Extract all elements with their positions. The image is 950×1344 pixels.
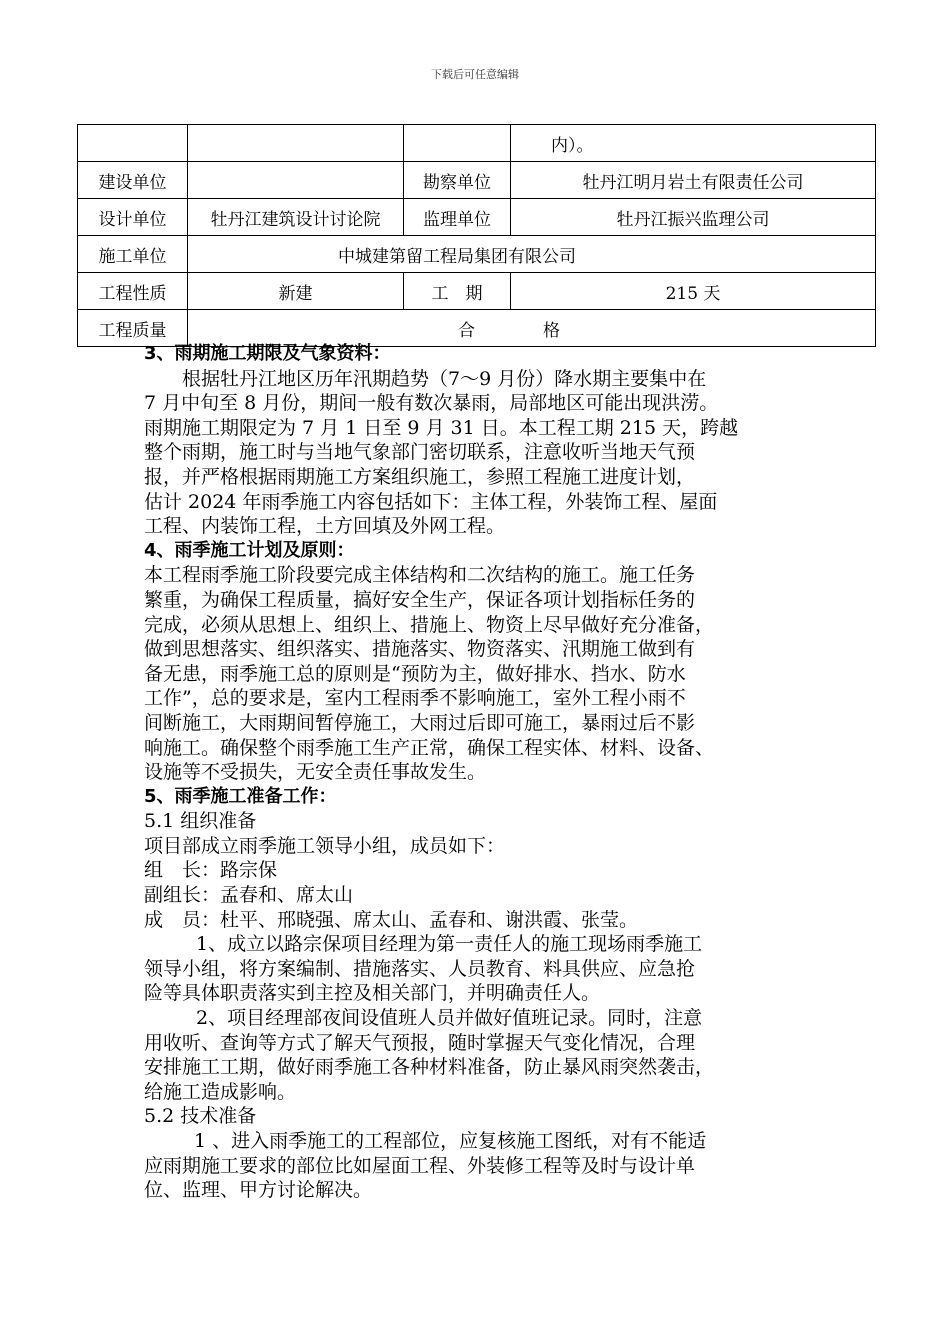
text-line: 完成，必须从思想上、组织上、措施上、物资上尽早做好充分准备， bbox=[144, 613, 715, 636]
document-body bbox=[144, 342, 824, 1203]
table-label: 建设单位 bbox=[78, 162, 188, 199]
table-cell bbox=[188, 125, 404, 162]
text-line: 项目部成立雨季施工领导小组，成员如下： bbox=[144, 834, 506, 857]
table-cell bbox=[188, 162, 404, 199]
text-line: 2、项目经理部夜间设值班人员并做好值班记录。同时，注意 bbox=[196, 1007, 703, 1030]
table-label: 施工单位 bbox=[78, 236, 188, 273]
subsection-5-2-heading: 5.2 技术准备 bbox=[144, 1105, 257, 1128]
text-line: 安排施工工期，做好雨季施工各种材料准备，防止暴风雨突然袭击， bbox=[144, 1056, 715, 1079]
page-header-note: 下载后可任意编辑 bbox=[431, 68, 519, 81]
text-line: 响施工。确保整个雨季施工生产正常，确保工程实体、材料、设备、 bbox=[144, 736, 715, 759]
text-line: 估计 2024 年雨季施工内容包括如下：主体工程，外装饰工程、屋面 bbox=[144, 490, 718, 513]
table-row bbox=[78, 162, 876, 199]
table-row bbox=[78, 199, 876, 236]
text-line: 1、成立以路宗保项目经理为第一责任人的施工现场雨季施工 bbox=[196, 933, 703, 956]
table-label: 勘察单位 bbox=[404, 162, 511, 199]
table-cell: 牡丹江振兴监理公司 bbox=[511, 199, 876, 236]
section-4-heading: 4、雨季施工计划及原则： bbox=[144, 539, 355, 561]
table-row bbox=[78, 236, 876, 273]
table-cell bbox=[78, 125, 188, 162]
table-cell: 中城建第留工程局集团有限公司 bbox=[188, 236, 876, 273]
members-line: 成 员：杜平、邢晓强、席太山、孟春和、谢洪霞、张莹。 bbox=[144, 908, 639, 931]
table-cell: 牡丹江建筑设计讨论院 bbox=[188, 199, 404, 236]
text-line: 工作”，总的要求是，室内工程雨季不影响施工，室外工程小雨不 bbox=[144, 687, 686, 710]
text-line: 繁重，为确保工程质量，搞好安全生产，保证各项计划指标任务的 bbox=[144, 588, 696, 611]
table-label: 工程质量 bbox=[78, 310, 188, 347]
text-line: 设施等不受损失，无安全责任事故发生。 bbox=[144, 761, 487, 784]
table-cell bbox=[404, 125, 511, 162]
table-row bbox=[78, 273, 876, 310]
section-3-heading: 3、雨期施工期限及气象资料： bbox=[144, 343, 391, 364]
text-line: 雨期施工期限定为 7 月 1 日至 9 月 31 日。本工程工期 215 天，跨越 bbox=[144, 416, 739, 439]
leader-line: 组 长：路宗保 bbox=[144, 859, 278, 882]
text-line: 整个雨期，施工时与当地气象部门密切联系，注意收听当地天气预 bbox=[144, 441, 696, 464]
text-line: 1 、进入雨季施工的工程部位，应复核施工图纸，对有不能适 bbox=[194, 1130, 707, 1152]
table-row bbox=[78, 310, 876, 347]
text-line: 领导小组，将方案编制、措施落实、人员教育、料具供应、应急抢 bbox=[144, 957, 696, 980]
text-line: 应雨期施工要求的部位比如屋面工程、外装修工程等及时与设计单 bbox=[144, 1154, 696, 1177]
table-cell: 新建 bbox=[188, 273, 404, 310]
text-line: 报，并严格根据雨期施工方案组织施工，参照工程施工进度计划， bbox=[144, 465, 696, 488]
table-row bbox=[78, 125, 876, 162]
text-line: 用收听、查询等方式了解天气预报，随时掌握天气变化情况，合理 bbox=[144, 1031, 696, 1054]
table-label: 监理单位 bbox=[404, 199, 511, 236]
text-line: 位、监理、甲方讨论解决。 bbox=[144, 1179, 373, 1202]
table-cell: 牡丹江明月岩土有限责任公司 bbox=[511, 162, 876, 199]
text-line: 工程、内装饰工程，土方回填及外网工程。 bbox=[144, 515, 506, 538]
table-cell: 215 天 bbox=[511, 273, 876, 310]
table-label: 工 期 bbox=[404, 273, 511, 310]
section-5-heading: 5、雨季施工准备工作： bbox=[144, 785, 337, 807]
text-line: 根据牡丹江地区历年汛期趋势（7～9 月份）降水期主要集中在 bbox=[182, 367, 707, 390]
text-line: 给施工造成影响。 bbox=[144, 1080, 297, 1103]
text-line: 本工程雨季施工阶段要完成主体结构和二次结构的施工。施工任务 bbox=[144, 564, 696, 587]
table-cell: 合 格 bbox=[188, 310, 876, 347]
table-label: 工程性质 bbox=[78, 273, 188, 310]
deputy-line: 副组长：孟春和、席太山 bbox=[144, 884, 354, 907]
text-line: 做到思想落实、组织落实、措施落实、物资落实、汛期施工做到有 bbox=[144, 638, 696, 661]
table-cell: 内）。 bbox=[511, 125, 876, 162]
text-line: 间断施工，大雨期间暂停施工，大雨过后即可施工，暴雨过后不影 bbox=[144, 711, 696, 734]
text-line: 险等具体职责落实到主控及相关部门，并明确责任人。 bbox=[144, 982, 601, 1005]
subsection-5-1-heading: 5.1 组织准备 bbox=[144, 810, 257, 833]
project-info-table bbox=[77, 124, 876, 347]
text-line: 7 月中旬至 8 月份，期间一般有数次暴雨，局部地区可能出现洪涝。 bbox=[144, 392, 719, 415]
text-line: 备无患，雨季施工总的原则是“预防为主，做好排水、挡水、防水 bbox=[144, 662, 686, 685]
table-label: 设计单位 bbox=[78, 199, 188, 236]
